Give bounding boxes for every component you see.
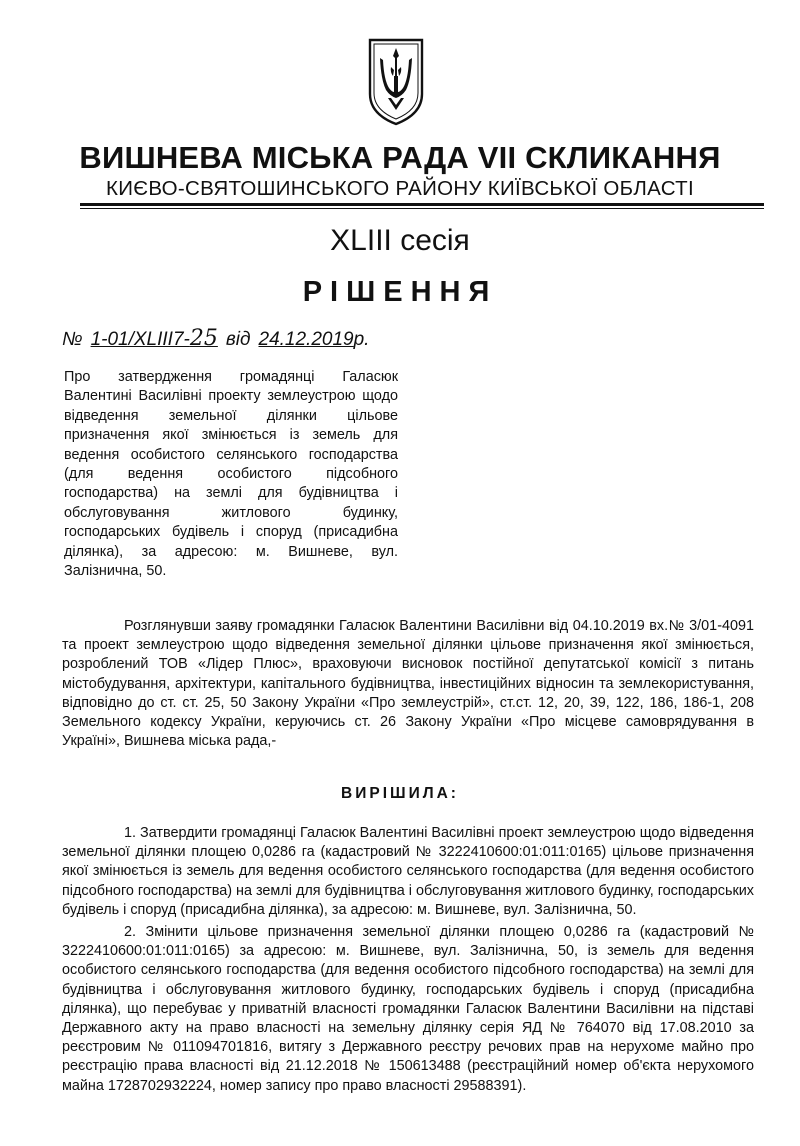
number-label: № — [62, 329, 83, 350]
registration-line — [62, 326, 369, 353]
decision-title: РІШЕННЯ — [302, 276, 498, 308]
header-divider-thick — [80, 203, 764, 206]
date-label: від — [225, 329, 251, 350]
handwritten-number: 25 — [189, 326, 218, 351]
date-suffix: р. — [353, 329, 370, 350]
decision-item-1: 1. Затвердити громадянці Галасюк Валентині Василівні проект землеустрою щодо відведення земельної ділянки площею 0,0286 га (кадастровий № 3222410600:01:011:0165) цільове призначення якої змінюється із земель для ведення особистого селянського господарства (для ведення особистого підсобного господарства) на землі для будівництва і обслуговування житлового будинку, господарських будівель і споруд (присадибна ділянка), за адресою: м. Вишневе, вул. Залізнична, 50. — [62, 825, 754, 918]
decision-subject: Про затвердження громадянці Галасюк Валентині Василівні проекту землеустрою щодо відведення земельної ділянки цільове призначення якої змінюється із земель для ведення особистого селянського господарства (для ведення особистого підсобного господарства) на землі для будівництва і обслуговування житлового будинку, господарських будівель і споруд (присадибна ділянка), за адресою: м. Вишневе, вул. Залізнична, 50. — [64, 369, 398, 580]
council-name: ВИШНЕВА МІСЬКА РАДА VII СКЛИКАННЯ — [79, 140, 721, 175]
resolved-heading: ВИРІШИЛА: — [341, 785, 459, 802]
trident-coat-of-arms-icon — [366, 36, 426, 126]
decision-number-printed: 1-01/XLIII7- — [90, 329, 190, 350]
decision-number — [90, 326, 218, 351]
decision-item-2: 2. Змінити цільове призначення земельної ділянки площею 0,0286 га (кадастровий № 3222410600:01:011:0165) за адресою: м. Вишневе, вул. Залізнична, 50, із земель для ведення особистого селянського господарства (для ведення особистого підсобного господарства) на землі для будівництва і обслуговування житлового будинку, господарських будівель і споруд (присадибна ділянка), що перебуває у приватній власності громадянки Галасюк Валентини Василівни на підставі Державного акту на право власності на земельну ділянку серія ЯД № 764070 від 17.08.2010 за реєстровим № 011094701816, витягу з Державного реєстру речових прав на нерухоме майно про реєстрацію права власності від 21.12.2018 № 150613488 (реєстраційний номер об'єкта нерухомого майна 1728702932224, номер запису про право власності 29588391). — [62, 924, 754, 1094]
preamble-paragraph: Розглянувши заяву громадянки Галасюк Валентини Василівни від 04.10.2019 вх.№ 3/01-4091 та проект землеустрою щодо відведення земельної ділянки цільове призначення якої змінюється, розроблений ТОВ «Лідер Плюс», враховуючи висновок постійної депутатської комісії з питань містобудування, архітектури, капітального будівництва, інвестиційних відносин та землекористування, відповідно до ст. ст. 25, 50 Закону України «Про землеустрій», ст.ст. 12, 20, 39, 122, 186, 186-1, 208 Земельного кодексу України, керуючись ст. 26 Закону України «Про місцеве самоврядування в Україні», Вишнева міська рада,- — [62, 618, 754, 750]
header-divider-thin — [80, 208, 764, 209]
decision-items — [62, 824, 754, 1096]
district-name: КИЄВО-СВЯТОШИНСЬКОГО РАЙОНУ КИЇВСЬКОЇ ОБЛАСТІ — [106, 177, 694, 200]
decision-date: 24.12.2019 — [258, 329, 354, 350]
session-label: XLIII сесія — [330, 224, 470, 257]
